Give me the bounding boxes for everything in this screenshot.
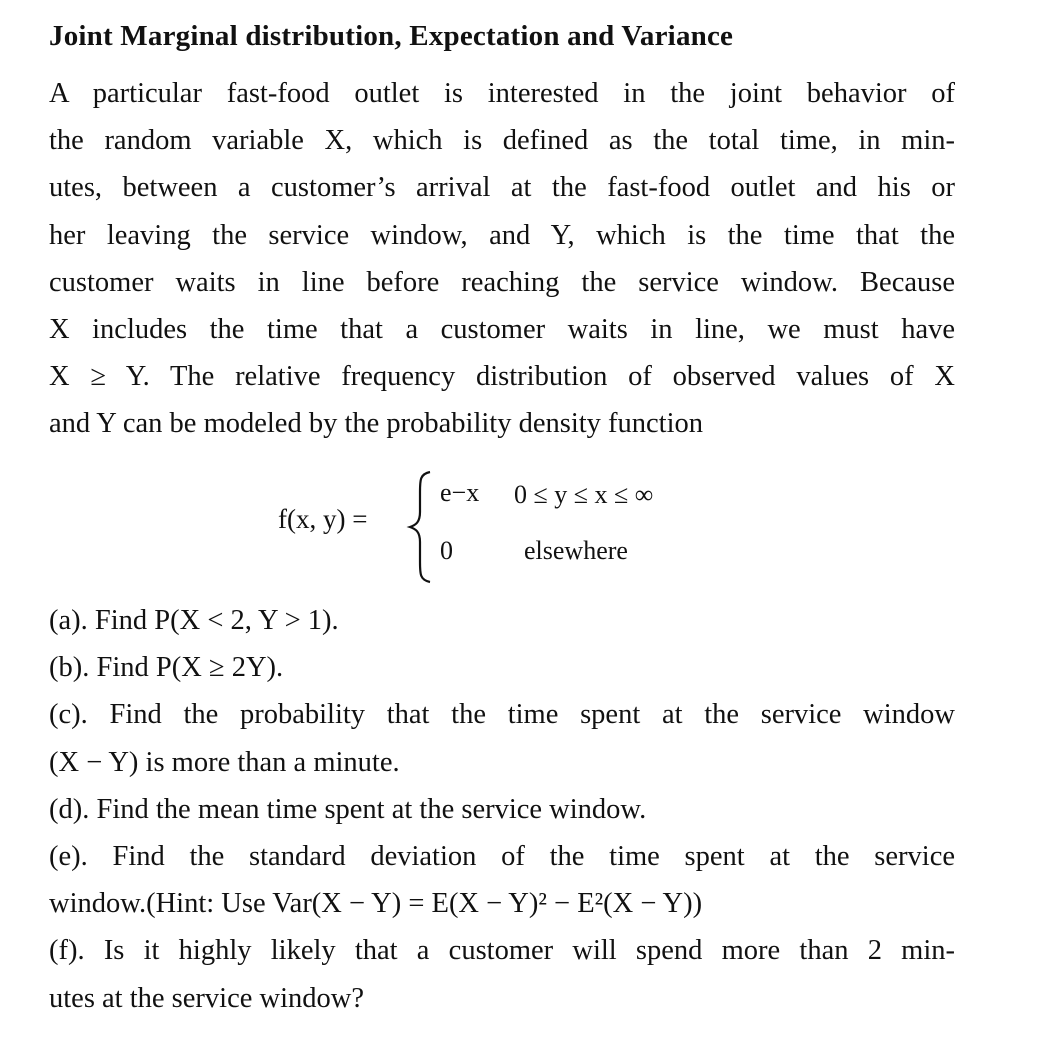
part-line: window.(Hint: Use Var(X − Y) = E(X − Y)² − E²(X − Y)) [49, 888, 703, 920]
intro-line: the random variable X, which is defined as the total time, in min- [49, 125, 955, 157]
intro-line: utes, between a customer’s arrival at the fast-food outlet and his or [49, 172, 955, 204]
intro-line: X ≥ Y. The relative frequency distribution of observed values of X [49, 361, 955, 393]
page-title: Joint Marginal distribution, Expectation and Variance [49, 20, 734, 52]
case2-value: 0 [440, 536, 453, 565]
part-line: (a). Find P(X < 2, Y > 1). [49, 605, 339, 636]
part-line: (e). Find the standard deviation of the time spent at the service [49, 841, 955, 873]
case2-condition: elsewhere [524, 536, 628, 565]
case1-value: e−x [440, 478, 480, 507]
intro-line: A particular fast-food outlet is interested in the joint behavior of [49, 78, 955, 109]
part-line: utes at the service window? [49, 982, 364, 1014]
part-line: (d). Find the mean time spent at the service window. [49, 793, 647, 825]
part-line: (c). Find the probability that the time spent at the service window [49, 699, 955, 731]
intro-paragraph [49, 70, 955, 448]
part-line: (X − Y) is more than a minute. [49, 746, 400, 778]
part-line: (f). Is it highly likely that a customer will spend more than 2 min- [49, 935, 955, 967]
density-function-equation [278, 466, 738, 586]
intro-line: her leaving the service window, and Y, which is the time that the [49, 219, 955, 251]
case1-condition: 0 ≤ y ≤ x ≤ ∞ [514, 480, 654, 509]
intro-line: and Y can be modeled by the probability density function [49, 408, 704, 440]
intro-line: X includes the time that a customer waits in line, we must have [49, 314, 955, 346]
part-line: (b). Find P(X ≥ 2Y). [49, 652, 284, 684]
left-brace-icon [406, 466, 436, 586]
intro-line: customer waits in line before reaching the service window. Because [49, 266, 955, 298]
question-parts [49, 597, 955, 1022]
pdf-lhs: f(x, y) = [278, 504, 368, 534]
